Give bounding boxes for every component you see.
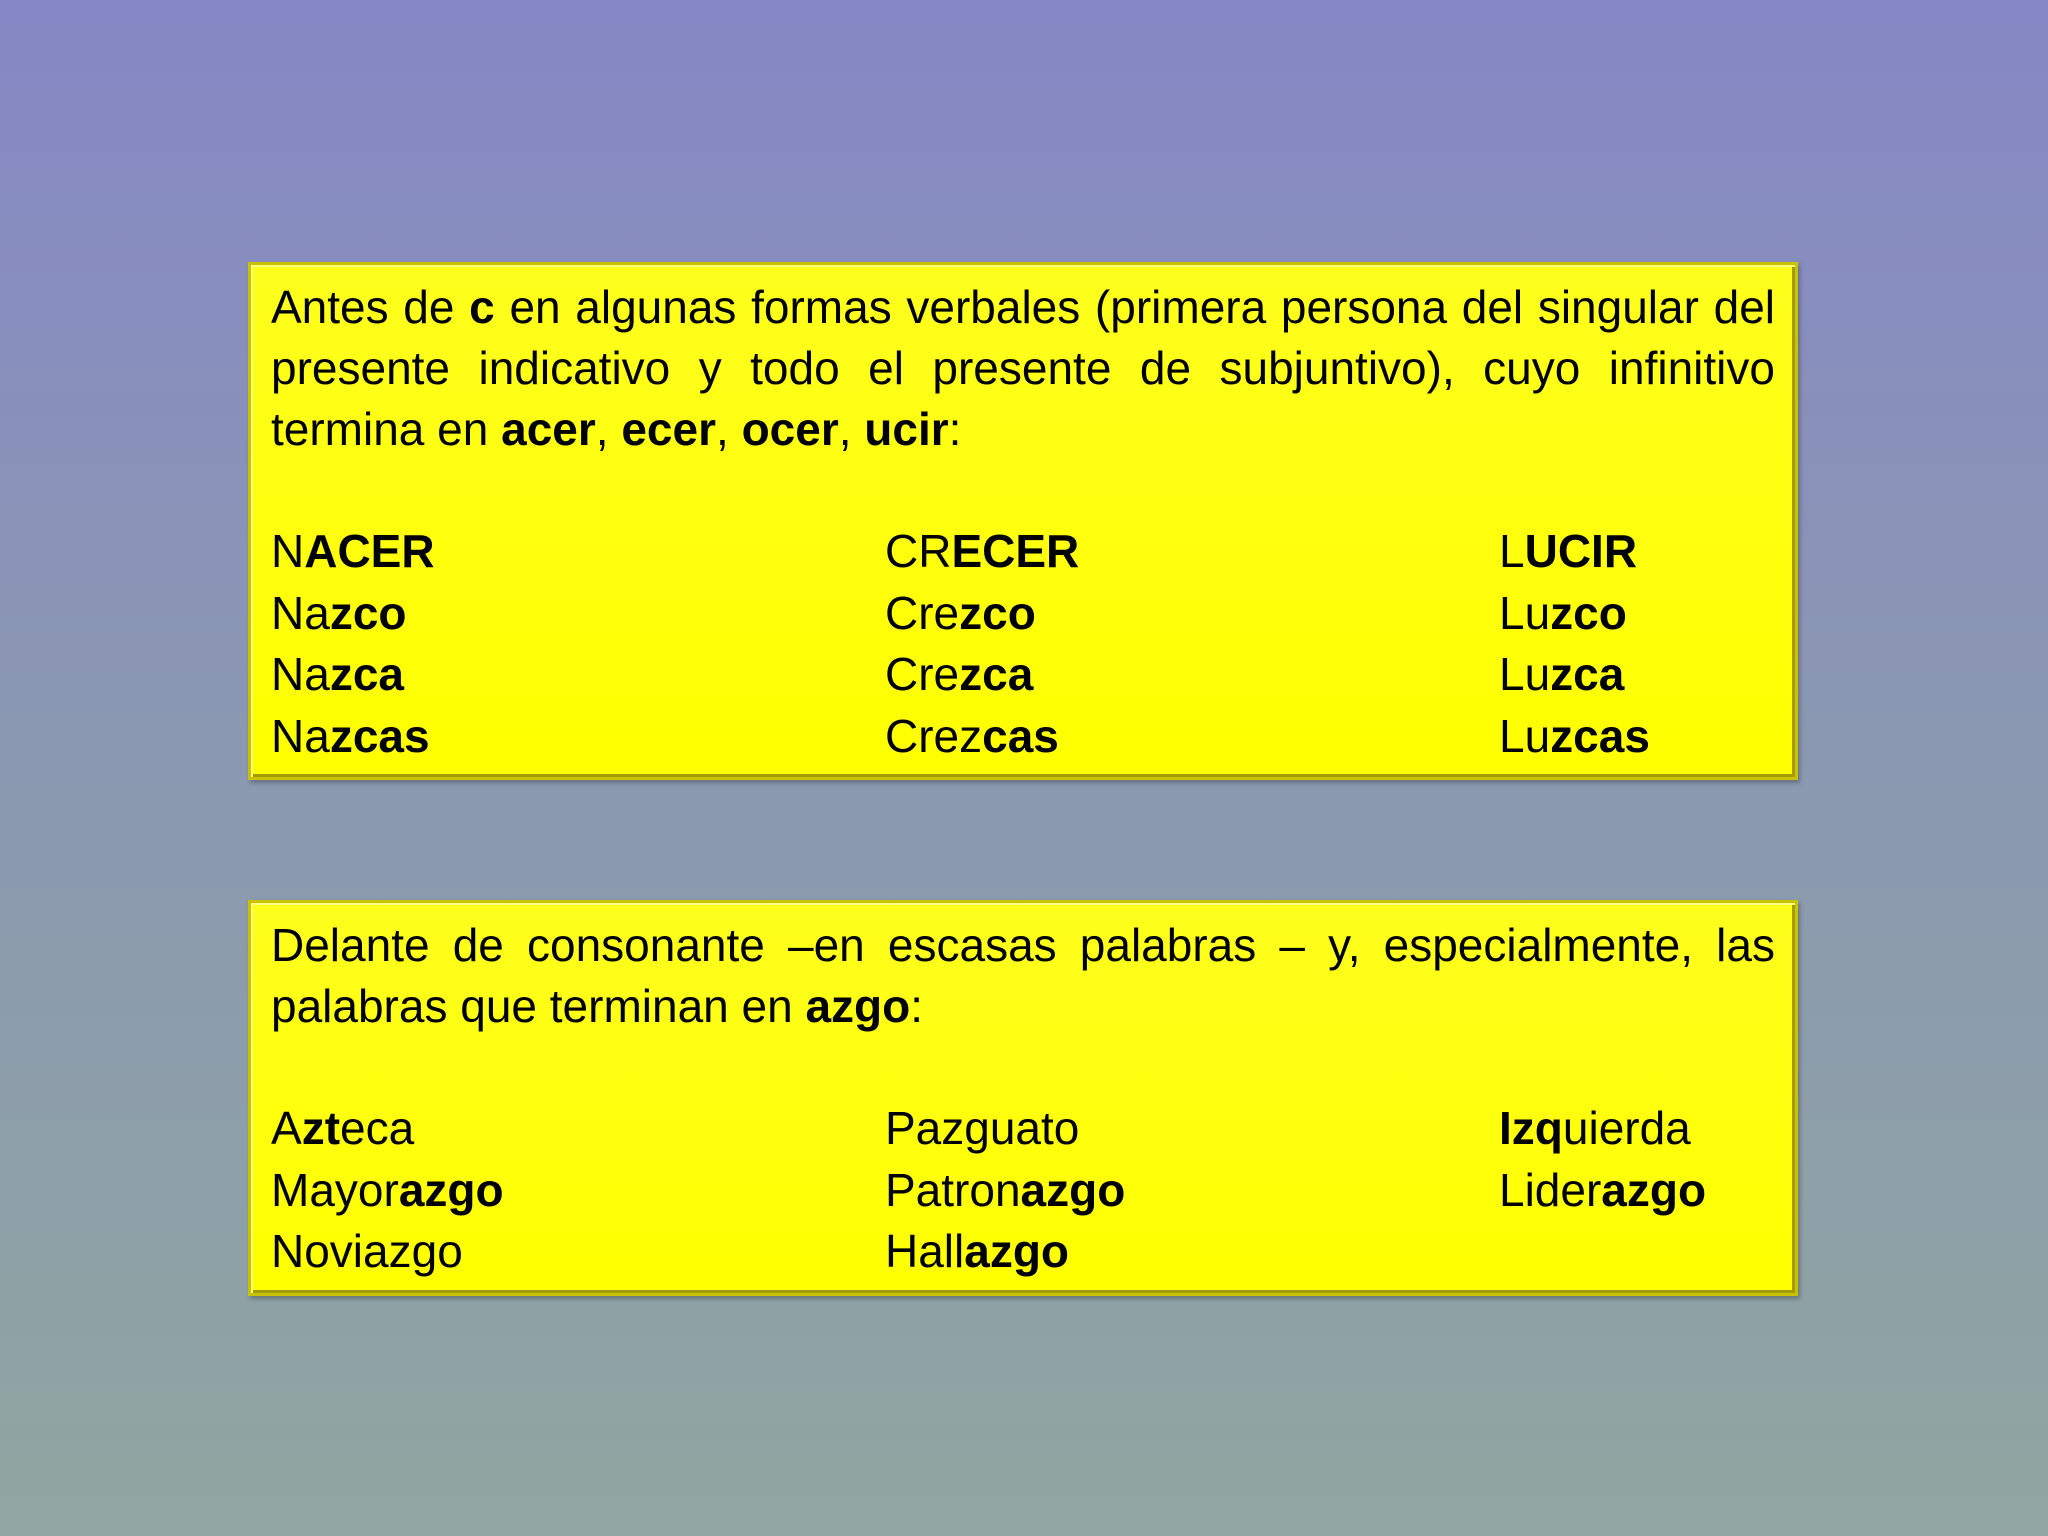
- example-word-header: [885, 1098, 1499, 1160]
- bold-text-run: c: [469, 281, 495, 333]
- example-word: [271, 583, 885, 645]
- word-examples-grid: [271, 1098, 1775, 1283]
- rule-text: [271, 277, 1775, 460]
- bold-text-run: cas: [982, 709, 1059, 762]
- text-run: ,: [595, 403, 622, 455]
- text-run: ,: [716, 403, 742, 455]
- example-word-header: [885, 521, 1499, 583]
- bold-text-run: ecer: [621, 403, 716, 455]
- example-word-header: [1499, 1098, 1775, 1160]
- example-word: [271, 1160, 885, 1222]
- text-run: en algunas formas verbales (primera persona del singular del presente indicativo y todo el presente de subjuntivo), cuyo infinitivo termina en: [271, 281, 1775, 455]
- text-run: Na: [271, 648, 330, 700]
- text-run: Noviazgo: [271, 1225, 463, 1277]
- example-word: [1499, 1160, 1775, 1222]
- bold-text-run: zca: [959, 648, 1034, 700]
- text-run: Cre: [885, 648, 960, 700]
- bold-text-run: azgo: [1020, 1163, 1126, 1216]
- example-word: [271, 1221, 885, 1283]
- text-run: Na: [271, 709, 330, 762]
- example-word-header: [1499, 521, 1775, 583]
- text-run: Hall: [885, 1225, 965, 1277]
- example-word: [885, 1221, 1499, 1283]
- example-word: [271, 644, 885, 706]
- bold-text-run: ocer: [741, 403, 839, 455]
- bold-text-run: azgo: [1601, 1163, 1707, 1216]
- text-run: L: [1499, 525, 1525, 577]
- bold-text-run: zcas: [329, 709, 430, 762]
- text-run: N: [271, 525, 305, 577]
- bold-text-run: UCIR: [1524, 525, 1638, 577]
- example-word: [1499, 1221, 1775, 1283]
- example-word: [1499, 706, 1775, 768]
- rule-text: [271, 915, 1775, 1037]
- bold-text-run: acer: [501, 403, 596, 455]
- text-run: uierda: [1562, 1102, 1691, 1154]
- rule-box-z-before-consonant: [248, 900, 1798, 1296]
- bold-text-run: zca: [329, 648, 404, 700]
- text-run: eca: [340, 1102, 415, 1154]
- bold-text-run: zco: [329, 586, 407, 639]
- bold-text-run: ucir: [864, 403, 949, 455]
- bold-text-run: azgo: [805, 980, 911, 1032]
- text-run: ,: [838, 403, 865, 455]
- text-run: Na: [271, 586, 330, 639]
- bold-text-run: zco: [959, 586, 1036, 639]
- text-run: A: [271, 1102, 302, 1154]
- text-run: Cre: [885, 586, 960, 639]
- example-word: [885, 1160, 1499, 1222]
- example-word: [1499, 644, 1775, 706]
- bold-text-run: ECER: [951, 525, 1080, 577]
- example-word-header: [271, 1098, 885, 1160]
- example-word-header: [271, 521, 885, 583]
- bold-text-run: zca: [1550, 648, 1625, 700]
- rule-box-c-before-consonant: [248, 262, 1798, 780]
- text-run: Lu: [1499, 586, 1551, 639]
- text-run: Crez: [885, 709, 983, 762]
- bold-text-run: Izq: [1499, 1102, 1563, 1154]
- example-word: [885, 644, 1499, 706]
- bold-text-run: ACER: [304, 525, 435, 577]
- text-run: :: [910, 980, 924, 1032]
- text-run: Delante de consonante –en escasas palabras – y, especialmente, las palabras que terminan en: [271, 919, 1775, 1032]
- bold-text-run: zcas: [1550, 709, 1650, 762]
- text-run: CR: [885, 525, 952, 577]
- text-run: Pazguato: [885, 1102, 1080, 1154]
- text-run: Mayor: [271, 1163, 399, 1216]
- text-run: Antes de: [271, 281, 470, 333]
- bold-text-run: zt: [301, 1102, 341, 1154]
- example-word: [885, 706, 1499, 768]
- text-run: Patron: [885, 1163, 1021, 1216]
- example-word: [271, 706, 885, 768]
- text-run: Lu: [1499, 648, 1551, 700]
- text-run: Lu: [1499, 709, 1551, 762]
- example-word: [1499, 583, 1775, 645]
- example-word: [885, 583, 1499, 645]
- bold-text-run: azgo: [398, 1163, 504, 1216]
- text-run: Lider: [1499, 1163, 1602, 1216]
- bold-text-run: azgo: [964, 1225, 1070, 1277]
- verb-examples-grid: [271, 521, 1775, 767]
- text-run: :: [948, 403, 962, 455]
- bold-text-run: zco: [1550, 586, 1627, 639]
